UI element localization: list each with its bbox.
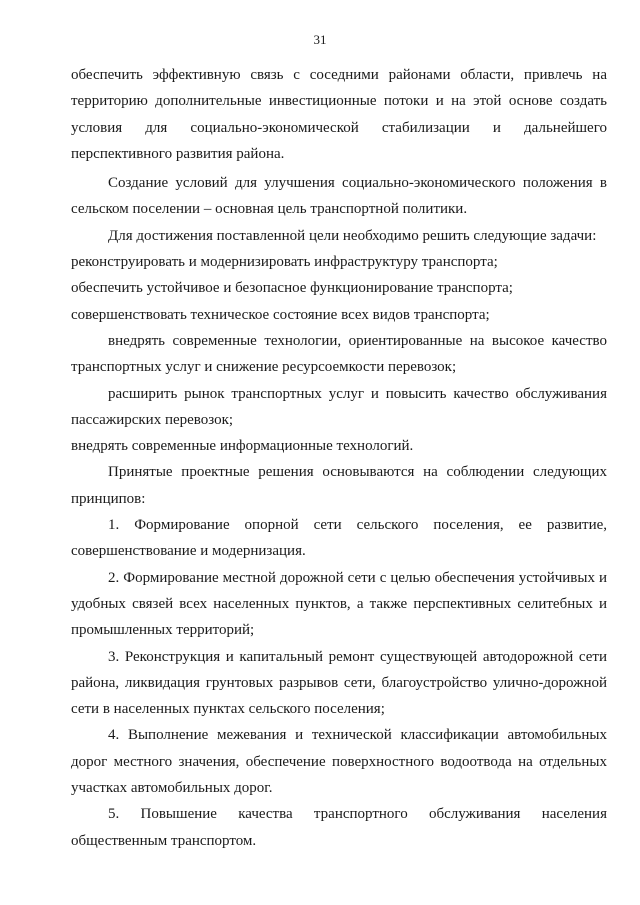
task-item-modern-technologies: внедрять современные технологии, ориентированные на высокое качество транспортных услуг и снижение ресурсоемкости перевозок; (71, 332, 607, 376)
task-item-information-technologies: внедрять современные информационные технологий. (71, 438, 414, 455)
principle-item-5: 5. Повышение качества транспортного обслуживания населения общественным транспортом. (71, 806, 607, 849)
page-body (71, 62, 607, 854)
paragraph-tasks-intro: Для достижения поставленной цели необходимо решить следующие задачи: (108, 227, 597, 244)
principle-item-4: 4. Выполнение межевания и технической классификации автомобильных дорог местного значения, обеспечение поверхностного водоотвода на отдельных участках автомобильных дорог. (71, 727, 607, 797)
paragraph-transport-policy-goal: Создание условий для улучшения социально-экономического положения в сельском поселении – основная цель транспортной политики. (71, 175, 607, 218)
paragraph-principles-intro: Принятые проектные решения основываются на соблюдении следующих принципов: (71, 464, 607, 507)
task-item-ensure-functioning: обеспечить устойчивое и безопасное функционирование транспорта; (71, 280, 513, 297)
task-item-reconstruct: реконструировать и модернизировать инфраструктуру транспорта; (71, 254, 498, 271)
page-number: 31 (313, 32, 327, 47)
task-item-expand-market: расширить рынок транспортных услуг и повысить качество обслуживания пассажирских перевозок; (71, 385, 607, 428)
principle-item-1: 1. Формирование опорной сети сельского поселения, ее развитие, совершенствование и модернизация. (71, 517, 607, 560)
paragraph-continuation: обеспечить эффективную связь с соседними районами области, привлечь на территорию дополнительные инвестиционные потоки и на этой основе создать условия для социально-экономической стабилизации и дальнейшего перспективного развития района. (71, 67, 607, 162)
task-item-improve-condition: совершенствовать техническое состояние всех видов транспорта; (71, 306, 490, 323)
principle-item-2: 2. Формирование местной дорожной сети с целью обеспечения устойчивых и удобных связей всех населенных пунктов, а также перспективных селитебных и промышленных территорий; (71, 569, 607, 639)
principle-item-3: 3. Реконструкция и капитальный ремонт существующей автодорожной сети района, ликвидация грунтовых разрывов сети, благоустройство улично-дорожной сети в населенных пунктах сельского поселения; (71, 648, 607, 718)
